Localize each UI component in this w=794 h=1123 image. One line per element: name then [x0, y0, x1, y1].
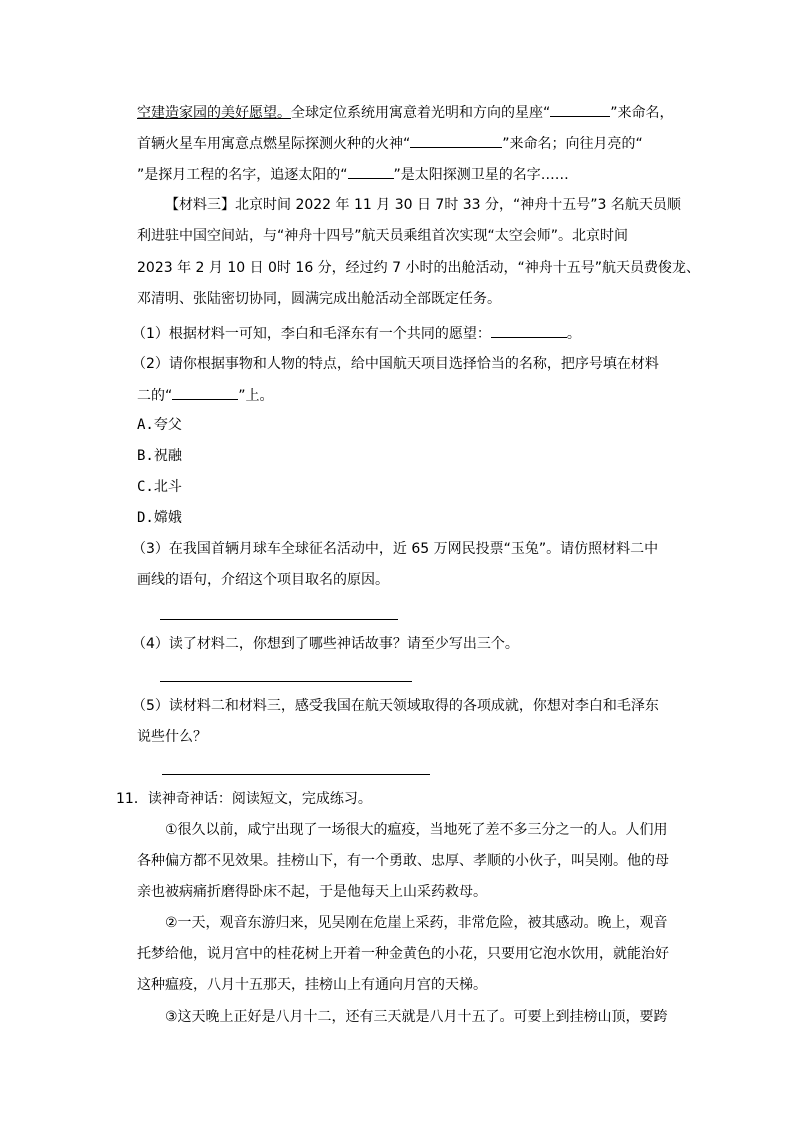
text-line	[137, 165, 569, 184]
text-line: ①很久以前，咸宁出现了一场很大的瘟疫，当地死了差不多三分之一的人。人们用	[165, 822, 668, 838]
text: ”是太阳探测卫星的名字……	[393, 167, 569, 183]
text-line: 【材料三】北京时间 2022 年 11 月 30 日 7时 33 分，“神舟十五号”3 名航天员顺	[165, 197, 681, 213]
text: 全球定位系统用寓意着光明和方向的星座“	[291, 105, 551, 121]
text: ”来命名；向往月亮的“	[502, 136, 643, 152]
answer-blank[interactable]	[491, 324, 567, 338]
text-line: 2023 年 2 月 10 日 0时 16 分，经过约 7 小时的出舱活动，“神舟十五号”航天员费俊龙、	[137, 260, 700, 276]
fill-blank[interactable]	[410, 134, 502, 148]
option-b: B.祝融	[137, 448, 182, 464]
question-4: （4）读了材料二，你想到了哪些神话故事？请至少写出三个。	[132, 636, 519, 652]
answer-line[interactable]	[160, 681, 412, 682]
option-c: C.北斗	[137, 479, 182, 495]
text-line: 这种瘟疫，八月十五那天，挂榜山上有通向月宫的天梯。	[137, 977, 487, 993]
question-title: 11．读神奇神话：阅读短文，完成练习。	[116, 791, 372, 807]
text-line: 托梦给他，说月宫中的桂花树上开着一种金黄色的小花，只要用它泡水饮用，就能治好	[137, 946, 669, 962]
question-1	[132, 324, 581, 343]
text: （1）根据材料一可知，李白和毛泽东有一个共同的愿望：	[132, 326, 491, 342]
text-line	[137, 134, 643, 153]
text: 二的“	[137, 388, 173, 404]
answer-line[interactable]	[160, 619, 398, 620]
answer-blank[interactable]	[172, 386, 238, 400]
question-5: （5）读材料二和材料三，感受我国在航天领域取得的各项成就，你想对李白和毛泽东	[132, 698, 659, 714]
text: ”是探月工程的名字，追逐太阳的“	[137, 167, 348, 183]
text-line: 说些什么？	[137, 729, 207, 745]
text-line: 各种偏方都不见效果。挂榜山下，有一个勇敢、忠厚、孝顺的小伙子，叫吴刚。他的母	[137, 853, 669, 869]
text-line: ②一天，观音东游归来，见吴刚在危崖上采药，非常危险，被其感动。晚上，观音	[165, 915, 668, 931]
question-2: （2）请你根据事物和人物的特点，给中国航天项目选择恰当的名称，把序号填在材料	[132, 356, 659, 372]
option-d: D.嫦娥	[137, 510, 182, 526]
question-3: （3）在我国首辆月球车全球征名活动中，近 65 万网民投票“玉兔”。请仿照材料二中	[132, 541, 659, 557]
text: 。	[566, 326, 581, 342]
text-line: 利进驻中国空间站，与“神舟十四号”航天员乘组首次实现“太空会师”。北京时间	[137, 228, 629, 244]
fill-blank[interactable]	[348, 165, 394, 179]
fill-blank[interactable]	[550, 103, 610, 117]
text: ”上。	[238, 388, 274, 404]
text: ”来命名，	[610, 105, 674, 121]
answer-line[interactable]	[162, 774, 430, 775]
text-line: ③这天晚上正好是八月十二，还有三天就是八月十五了。可要上到挂榜山顶，要跨	[165, 1009, 668, 1025]
underlined-sentence: 空建造家园的美好愿望。	[137, 105, 291, 121]
text-line	[137, 386, 274, 405]
text-line: 邓清明、张陆密切协同，圆满完成出舱活动全部既定任务。	[137, 291, 501, 307]
text-line: 画线的语句，介绍这个项目取名的原因。	[137, 572, 389, 588]
text-line	[137, 103, 674, 122]
text-line: 亲也被病痛折磨得卧床不起，于是他每天上山采药救母。	[137, 884, 487, 900]
option-a: A.夸父	[137, 417, 182, 433]
text: 首辆火星车用寓意点燃星际探测火种的火神“	[137, 136, 411, 152]
